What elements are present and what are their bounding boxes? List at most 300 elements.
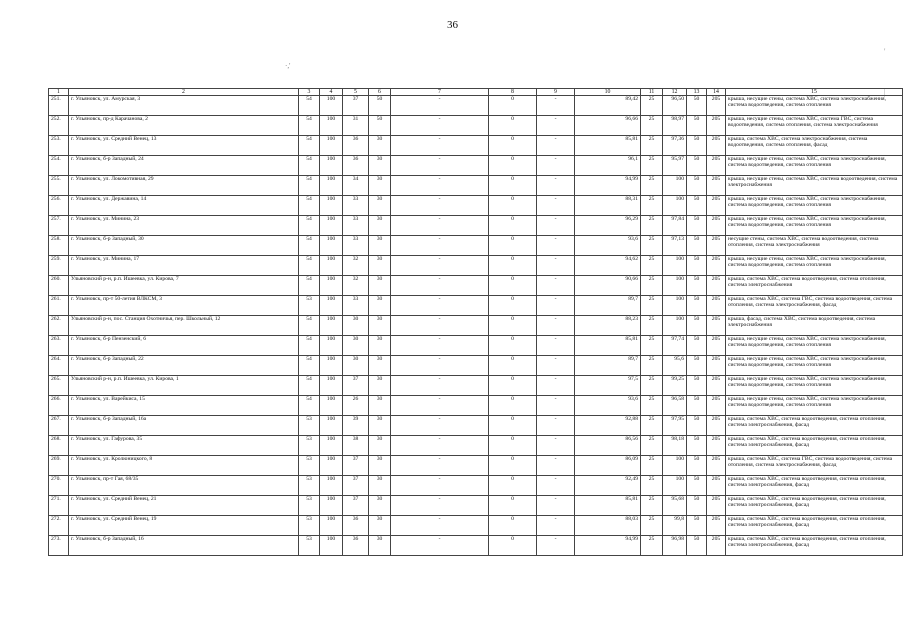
table-cell: 260.: [49, 276, 69, 296]
table-cell: -: [537, 456, 575, 476]
table-row: [49, 336, 903, 356]
table-cell: 94,99: [575, 536, 641, 556]
table-cell: 89,7: [575, 296, 641, 316]
table-header-row: [49, 89, 903, 96]
table-cell: 50: [687, 456, 707, 476]
table-cell: 37: [343, 496, 369, 516]
table-cell: 50: [687, 416, 707, 436]
table-cell: 30: [369, 256, 391, 276]
table-cell: 25: [641, 376, 663, 396]
table-cell: 54: [299, 116, 320, 136]
table-cell: 96,29: [575, 216, 641, 236]
table-cell: -: [391, 176, 489, 196]
table-cell: 0: [489, 276, 537, 296]
table-cell: крыша, несущие стены, система ХВС, система электроснабжения, система водоотведения, система отопления: [726, 196, 903, 216]
table-cell: 25: [641, 296, 663, 316]
table-cell: 99,8: [663, 516, 687, 536]
table-cell: -: [537, 336, 575, 356]
table-cell: крыша, несущие стены, система ХВС, система ГВС, система водоотведения, система отопления, система электроснабжения: [726, 116, 903, 136]
table-cell: 54: [299, 376, 320, 396]
column-header: 6: [369, 89, 391, 96]
table-row: [49, 316, 903, 336]
table-cell: 30: [369, 476, 391, 496]
table-cell: 262.: [49, 316, 69, 336]
table-cell: -: [391, 316, 489, 336]
table-cell: 50: [369, 96, 391, 116]
table-cell: 95,6: [663, 356, 687, 376]
table-cell: 39: [343, 416, 369, 436]
table-cell: 97,13: [663, 236, 687, 256]
table-cell: -: [537, 96, 575, 116]
table-cell: 30: [369, 456, 391, 476]
table-cell: г. Ульяновск, ул. Средний Венец, 13: [69, 136, 299, 156]
table-cell: -: [391, 256, 489, 276]
table-row: [49, 176, 903, 196]
table-cell: 267.: [49, 416, 69, 436]
table-cell: 36: [343, 516, 369, 536]
table-cell: крыша, несущие стены, система ХВС, система электроснабжения, система водоотведения, система отопления: [726, 96, 903, 116]
table-cell: 97,74: [663, 336, 687, 356]
table-cell: -: [537, 136, 575, 156]
table-cell: г. Ульяновск, б-р Западный, 24: [69, 156, 299, 176]
table-cell: 30: [369, 136, 391, 156]
table-cell: 0: [489, 296, 537, 316]
table-cell: 92,88: [575, 416, 641, 436]
table-cell: 25: [641, 96, 663, 116]
table-cell: 86,09: [575, 456, 641, 476]
table-cell: 205: [707, 416, 726, 436]
table-cell: 258.: [49, 236, 69, 256]
table-cell: крыша, несущие стены, система ХВС, система электроснабжения, система водоотведения, система отопления: [726, 216, 903, 236]
table-cell: 100: [663, 316, 687, 336]
table-cell: -: [391, 336, 489, 356]
table-cell: 0: [489, 316, 537, 336]
table-cell: 33: [343, 196, 369, 216]
column-header: 5: [343, 89, 369, 96]
table-cell: 54: [299, 236, 320, 256]
table-cell: -: [391, 456, 489, 476]
table-cell: 263.: [49, 336, 69, 356]
table-cell: 37: [343, 376, 369, 396]
table-cell: 0: [489, 516, 537, 536]
table-cell: -: [537, 476, 575, 496]
table-cell: -: [537, 176, 575, 196]
table-cell: 50: [687, 396, 707, 416]
scan-mark: ·,': [285, 62, 291, 70]
table-cell: 269.: [49, 456, 69, 476]
table-cell: 25: [641, 216, 663, 236]
table-cell: 30: [369, 536, 391, 556]
table-cell: г. Ульяновск, б-р Западный, 22: [69, 356, 299, 376]
table-cell: 100: [320, 196, 343, 216]
table-cell: г. Ульяновск, ул. Гафурова, 35: [69, 436, 299, 456]
table-row: [49, 276, 903, 296]
table-cell: 0: [489, 456, 537, 476]
table-cell: 0: [489, 136, 537, 156]
table-cell: 38: [343, 436, 369, 456]
table-cell: 30: [369, 296, 391, 316]
table-cell: 94,99: [575, 176, 641, 196]
table-cell: 205: [707, 336, 726, 356]
column-header: 12: [663, 89, 687, 96]
table-cell: крыша, система ХВС, система ГВС, система водоотведения, система отопления, система электроснабжения, фасад: [726, 456, 903, 476]
table-cell: 30: [369, 416, 391, 436]
table-cell: 0: [489, 216, 537, 236]
table-cell: г. Ульяновск, ул. Амурская, 3: [69, 96, 299, 116]
table-cell: 50: [687, 356, 707, 376]
table-cell: 54: [299, 356, 320, 376]
table-cell: -: [537, 296, 575, 316]
table-cell: 25: [641, 116, 663, 136]
table-cell: 100: [320, 456, 343, 476]
table-cell: 100: [320, 116, 343, 136]
table-cell: 85,81: [575, 136, 641, 156]
table-cell: 85,81: [575, 336, 641, 356]
table-cell: 50: [687, 516, 707, 536]
scan-mark: |: [884, 88, 886, 97]
column-header: 11: [641, 89, 663, 96]
table-cell: 99,25: [663, 376, 687, 396]
table-cell: 37: [343, 96, 369, 116]
table-cell: -: [391, 96, 489, 116]
table-cell: 100: [320, 336, 343, 356]
table-cell: 54: [299, 176, 320, 196]
table-cell: г. Ульяновск, б-р Западный, 16а: [69, 416, 299, 436]
table-cell: 0: [489, 396, 537, 416]
column-header: 9: [537, 89, 575, 96]
table-cell: 50: [687, 536, 707, 556]
table-cell: крыша, несущие стены, система ХВС, система электроснабжения, система водоотведения, система отопления: [726, 396, 903, 416]
table-cell: 100: [320, 356, 343, 376]
table-row: [49, 476, 903, 496]
table-cell: 25: [641, 536, 663, 556]
table-cell: -: [391, 416, 489, 436]
table-cell: 205: [707, 496, 726, 516]
table-cell: крыша, система ХВС, система водоотведения, система отопления, система электроснабжения, фасад: [726, 536, 903, 556]
table-cell: крыша, система ХВС, система электроснабжения, система водоотведения, система отопления, фасад: [726, 136, 903, 156]
table-cell: 50: [687, 436, 707, 456]
table-cell: г. Ульяновск, б-р Пензенский, 6: [69, 336, 299, 356]
table-cell: 100: [663, 456, 687, 476]
table-cell: 54: [299, 336, 320, 356]
table-cell: 85,81: [575, 496, 641, 516]
table-cell: 95,97: [663, 156, 687, 176]
table-cell: 100: [663, 256, 687, 276]
table-row: [49, 436, 903, 456]
table-cell: -: [537, 436, 575, 456]
table-cell: 34: [343, 176, 369, 196]
table-cell: 25: [641, 436, 663, 456]
table-cell: 97,36: [663, 136, 687, 156]
table-cell: -: [537, 236, 575, 256]
table-cell: 25: [641, 476, 663, 496]
table-cell: крыша, система ХВС, система водоотведения, система отопления, система электроснабжения, фасад: [726, 436, 903, 456]
table-cell: 50: [687, 116, 707, 136]
table-cell: Ульяновский р-н, пос. Станция Охотничья, пер. Школьный, 12: [69, 316, 299, 336]
table-cell: 30: [343, 316, 369, 336]
table-cell: 88,23: [575, 316, 641, 336]
table-cell: 92,49: [575, 476, 641, 496]
table-cell: 0: [489, 96, 537, 116]
buildings-table: [48, 88, 903, 556]
table-cell: 89,42: [575, 96, 641, 116]
table-cell: 25: [641, 256, 663, 276]
table-cell: г. Ульяновск, ул. Варейкиса, 15: [69, 396, 299, 416]
column-header: 7: [391, 89, 489, 96]
table-cell: крыша, несущие стены, система ХВС, система электроснабжения, система водоотведения, система отопления: [726, 336, 903, 356]
table-cell: 54: [299, 136, 320, 156]
table-cell: крыша, несущие стены, система ХВС, система электроснабжения, система водоотведения, система отопления: [726, 256, 903, 276]
table-cell: 30: [369, 156, 391, 176]
table-cell: 100: [320, 496, 343, 516]
table-row: [49, 136, 903, 156]
table-cell: 90,66: [575, 276, 641, 296]
table-cell: 30: [369, 516, 391, 536]
table-row: [49, 116, 903, 136]
table-cell: несущие стены, система ХВС, система водоотведения, система отопления, система электроснабжения: [726, 236, 903, 256]
table-cell: 50: [687, 476, 707, 496]
table-cell: -: [391, 156, 489, 176]
table-cell: 50: [687, 196, 707, 216]
table-cell: 30: [369, 196, 391, 216]
table-cell: крыша, фасад, система ХВС, система водоотведения, система электроснабжения: [726, 316, 903, 336]
table-cell: г. Ульяновск, ул. Минина, 23: [69, 216, 299, 236]
table-cell: -: [391, 216, 489, 236]
table-cell: 88,31: [575, 196, 641, 216]
table-cell: 205: [707, 296, 726, 316]
table-cell: 100: [320, 416, 343, 436]
table-cell: -: [391, 356, 489, 376]
table-row: [49, 216, 903, 236]
table-cell: 100: [663, 196, 687, 216]
table-cell: 264.: [49, 356, 69, 376]
table-cell: 25: [641, 136, 663, 156]
table-cell: 30: [369, 276, 391, 296]
table-cell: -: [537, 116, 575, 136]
table-cell: 0: [489, 436, 537, 456]
table-cell: 100: [663, 276, 687, 296]
table-cell: 0: [489, 196, 537, 216]
column-header: 1: [49, 89, 69, 96]
table-cell: 30: [343, 356, 369, 376]
table-row: [49, 296, 903, 316]
scan-mark: ': [884, 47, 886, 56]
table-row: [49, 536, 903, 556]
table-cell: 253.: [49, 136, 69, 156]
table-cell: 96,50: [663, 96, 687, 116]
table-cell: 93,6: [575, 396, 641, 416]
table-cell: 33: [343, 296, 369, 316]
table-cell: 54: [299, 316, 320, 336]
table-cell: крыша, система ХВС, система ГВС, система водоотведения, система отопления, система электроснабжения, фасад: [726, 296, 903, 316]
table-cell: 268.: [49, 436, 69, 456]
column-header: 15: [726, 89, 903, 96]
table-cell: 100: [320, 176, 343, 196]
table-cell: г. Ульяновск, б-р Западный, 16: [69, 536, 299, 556]
table-cell: 205: [707, 136, 726, 156]
table-cell: -: [537, 196, 575, 216]
table-cell: -: [391, 476, 489, 496]
table-cell: -: [537, 536, 575, 556]
table-cell: 96,66: [575, 116, 641, 136]
table-cell: 53: [299, 476, 320, 496]
table-cell: крыша, несущие стены, система ХВС, система электроснабжения, система водоотведения, система отопления: [726, 376, 903, 396]
table-cell: 205: [707, 96, 726, 116]
table-cell: 259.: [49, 256, 69, 276]
table-cell: -: [537, 416, 575, 436]
table-cell: 25: [641, 156, 663, 176]
table-cell: 30: [369, 376, 391, 396]
table-cell: 53: [299, 436, 320, 456]
table-cell: 252.: [49, 116, 69, 136]
table-cell: 25: [641, 176, 663, 196]
table-cell: 205: [707, 316, 726, 336]
column-header: 8: [489, 89, 537, 96]
table-row: [49, 196, 903, 216]
table-cell: 0: [489, 156, 537, 176]
table-cell: г. Ульяновск, пр-т 50-летия ВЛКСМ, 3: [69, 296, 299, 316]
table-cell: -: [537, 356, 575, 376]
table-cell: 37: [343, 456, 369, 476]
table-cell: 100: [320, 296, 343, 316]
table-cell: г. Ульяновск, б-р Западный, 30: [69, 236, 299, 256]
table-cell: крыша, несущие стены, система ХВС, система электроснабжения, система водоотведения, система отопления: [726, 356, 903, 376]
table-cell: 53: [299, 516, 320, 536]
table-cell: 273.: [49, 536, 69, 556]
table-cell: 50: [687, 156, 707, 176]
table-cell: 50: [687, 296, 707, 316]
table-cell: 25: [641, 456, 663, 476]
table-cell: -: [391, 276, 489, 296]
table-cell: 100: [320, 96, 343, 116]
table-cell: 100: [320, 516, 343, 536]
table-cell: -: [391, 496, 489, 516]
table-cell: -: [537, 216, 575, 236]
table-row: [49, 416, 903, 436]
table-cell: 100: [663, 296, 687, 316]
table-cell: 205: [707, 156, 726, 176]
table-cell: 100: [320, 376, 343, 396]
table-cell: 32: [343, 256, 369, 276]
table-cell: Ульяновский р-н, р.п. Ишеевка, ул. Кирова, 7: [69, 276, 299, 296]
table-cell: крыша, система ХВС, система водоотведения, система отопления, система электроснабжения, фасад: [726, 416, 903, 436]
table-cell: 50: [687, 316, 707, 336]
table-cell: 50: [687, 216, 707, 236]
table-cell: 205: [707, 176, 726, 196]
table-cell: 205: [707, 396, 726, 416]
table-cell: 54: [299, 156, 320, 176]
table-cell: 0: [489, 236, 537, 256]
table-cell: -: [391, 516, 489, 536]
table-cell: -: [391, 116, 489, 136]
table-cell: -: [537, 516, 575, 536]
table-cell: 100: [320, 476, 343, 496]
table-cell: крыша, система ХВС, система водоотведения, система отопления, система электроснабжения: [726, 276, 903, 296]
table-cell: 205: [707, 216, 726, 236]
table-cell: 270.: [49, 476, 69, 496]
table-cell: 0: [489, 356, 537, 376]
table-cell: 100: [320, 136, 343, 156]
table-cell: -: [391, 136, 489, 156]
table-cell: 97,84: [663, 216, 687, 236]
table-cell: 205: [707, 256, 726, 276]
table-row: [49, 156, 903, 176]
table-cell: 97,95: [663, 416, 687, 436]
table-cell: 261.: [49, 296, 69, 316]
table-cell: г. Ульяновск, ул. Державина, 14: [69, 196, 299, 216]
table-cell: 25: [641, 396, 663, 416]
table-cell: 205: [707, 116, 726, 136]
table-cell: 205: [707, 196, 726, 216]
table-cell: 93,6: [575, 236, 641, 256]
table-cell: крыша, система ХВС, система водоотведения, система отопления, система электроснабжения, фасад: [726, 476, 903, 496]
column-header: 14: [707, 89, 726, 96]
table-cell: 30: [369, 496, 391, 516]
table-cell: 86,56: [575, 436, 641, 456]
table-row: [49, 496, 903, 516]
table-row: [49, 356, 903, 376]
table-cell: 96,58: [663, 396, 687, 416]
table-cell: 30: [369, 316, 391, 336]
table-cell: 0: [489, 116, 537, 136]
table-cell: 50: [369, 116, 391, 136]
table-cell: 25: [641, 196, 663, 216]
table-cell: 96,98: [663, 536, 687, 556]
table-cell: 30: [369, 176, 391, 196]
table-cell: 36: [343, 136, 369, 156]
table-cell: 25: [641, 496, 663, 516]
table-cell: 0: [489, 536, 537, 556]
table-cell: 50: [687, 176, 707, 196]
table-cell: 96,1: [575, 156, 641, 176]
table-cell: 94,62: [575, 256, 641, 276]
table-cell: 25: [641, 516, 663, 536]
table-cell: 251.: [49, 96, 69, 116]
table-cell: 53: [299, 416, 320, 436]
table-cell: 25: [641, 336, 663, 356]
table-cell: 25: [641, 316, 663, 336]
table-cell: 271.: [49, 496, 69, 516]
column-header: 13: [687, 89, 707, 96]
table-cell: -: [391, 436, 489, 456]
table-cell: -: [537, 496, 575, 516]
table-cell: 205: [707, 236, 726, 256]
table-cell: 50: [687, 136, 707, 156]
table-cell: крыша, несущие стены, система ХВС, система водоотведения, система электроснабжения: [726, 176, 903, 196]
table-cell: крыша, система ХВС, система водоотведения, система отопления, система электроснабжения, фасад: [726, 496, 903, 516]
table-cell: 25: [641, 416, 663, 436]
table-cell: 26: [343, 396, 369, 416]
table-cell: 30: [343, 336, 369, 356]
table-cell: 54: [299, 216, 320, 236]
table-row: [49, 396, 903, 416]
table-cell: 25: [641, 356, 663, 376]
table-cell: -: [391, 196, 489, 216]
table-cell: 54: [299, 276, 320, 296]
table-cell: крыша, несущие стены, система ХВС, система электроснабжения, система водоотведения, система отопления: [726, 156, 903, 176]
table-cell: 254.: [49, 156, 69, 176]
table-cell: -: [537, 376, 575, 396]
table-cell: 205: [707, 456, 726, 476]
table-cell: г. Ульяновск, ул. Локомотивная, 29: [69, 176, 299, 196]
table-cell: 97,5: [575, 376, 641, 396]
table-cell: 98,97: [663, 116, 687, 136]
table-cell: 100: [663, 476, 687, 496]
table-cell: 50: [687, 256, 707, 276]
table-cell: 205: [707, 536, 726, 556]
table-cell: 54: [299, 396, 320, 416]
table-cell: 100: [320, 316, 343, 336]
